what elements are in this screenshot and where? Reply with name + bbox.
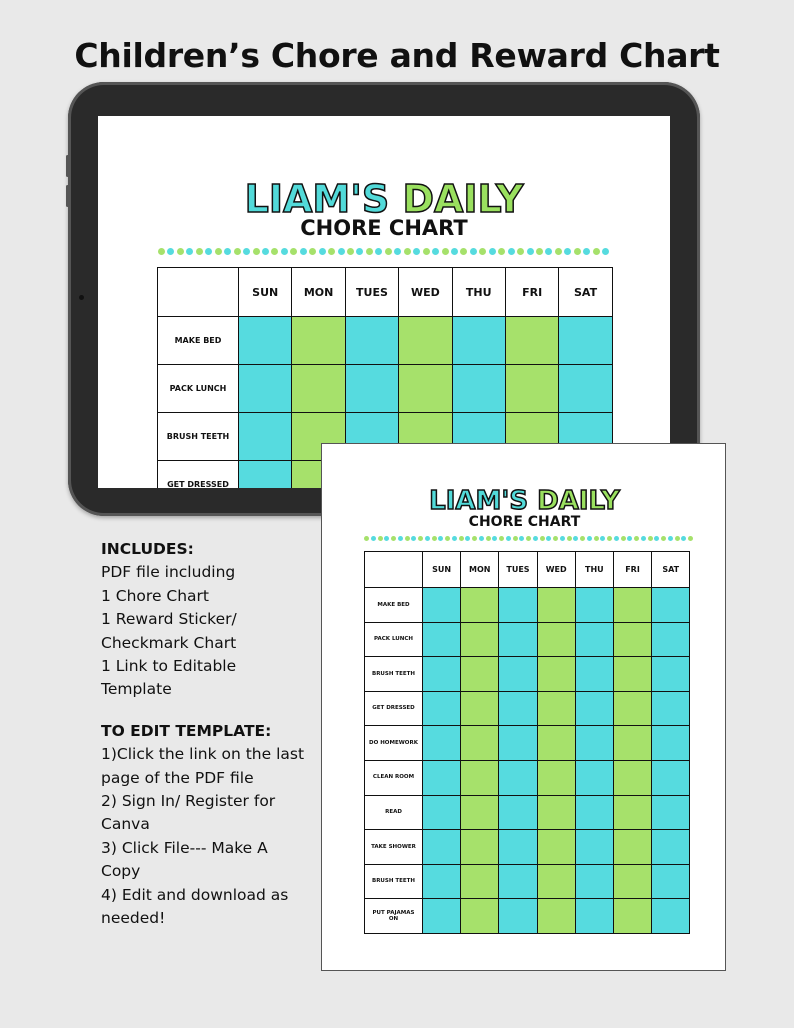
check-cell[interactable]	[537, 760, 575, 795]
chart-subtitle: CHORE CHART	[468, 514, 581, 530]
divider-dot	[574, 248, 581, 255]
check-cell[interactable]	[239, 365, 292, 413]
chore-label: READ	[365, 795, 423, 830]
divider-dot	[394, 248, 401, 255]
check-cell[interactable]	[461, 795, 499, 830]
chore-label: PACK LUNCH	[158, 365, 239, 413]
divider-dot	[533, 536, 538, 541]
check-cell[interactable]	[499, 830, 537, 865]
divider-dot	[432, 536, 437, 541]
day-header: SUN	[239, 268, 292, 317]
check-cell[interactable]	[559, 365, 612, 413]
chore-row	[158, 365, 613, 413]
check-cell[interactable]	[461, 691, 499, 726]
check-cell[interactable]	[613, 830, 651, 865]
divider-dot	[319, 248, 326, 255]
chore-label: BRUSH TEETH	[158, 413, 239, 461]
divider-dot	[540, 536, 545, 541]
divider-dot	[675, 536, 680, 541]
divider-dot	[593, 248, 600, 255]
check-cell[interactable]	[461, 830, 499, 865]
check-cell[interactable]	[559, 317, 612, 365]
divider-dot	[573, 536, 578, 541]
divider-dot	[432, 248, 439, 255]
day-header: SUN	[423, 552, 461, 588]
check-cell[interactable]	[537, 830, 575, 865]
check-cell[interactable]	[239, 413, 292, 461]
camera-dot	[79, 295, 84, 300]
check-cell[interactable]	[452, 365, 505, 413]
divider-dot	[404, 248, 411, 255]
divider-dot	[508, 248, 515, 255]
divider-dot	[460, 248, 467, 255]
check-cell[interactable]	[613, 864, 651, 899]
check-cell[interactable]	[461, 899, 499, 934]
chart-title-name: LIAM'S	[429, 486, 529, 516]
corner-cell	[365, 552, 423, 588]
includes-item: 1 Chore Chart	[101, 586, 210, 605]
divider-dot	[621, 536, 626, 541]
check-cell[interactable]	[239, 461, 292, 489]
chart-heading	[322, 488, 727, 529]
check-cell[interactable]	[499, 795, 537, 830]
check-cell[interactable]	[499, 622, 537, 657]
day-header: TUES	[499, 552, 537, 588]
divider-dot	[356, 248, 363, 255]
chore-label: MAKE BED	[158, 317, 239, 365]
divider-dot	[526, 536, 531, 541]
divider-dot	[465, 536, 470, 541]
check-cell[interactable]	[399, 317, 452, 365]
check-cell[interactable]	[575, 622, 613, 657]
chart-title-daily: DAILY	[537, 486, 620, 516]
check-cell[interactable]	[613, 726, 651, 761]
divider-dot	[564, 248, 571, 255]
check-cell[interactable]	[537, 795, 575, 830]
divider-dot	[614, 536, 619, 541]
check-cell[interactable]	[652, 830, 690, 865]
chore-row	[365, 657, 690, 692]
chore-row	[365, 899, 690, 934]
edit-step: 2) Sign In/ Register for	[101, 792, 276, 811]
check-cell[interactable]	[461, 864, 499, 899]
edit-step: Canva	[101, 815, 150, 834]
divider-dot	[371, 536, 376, 541]
day-header: WED	[399, 268, 452, 317]
divider-dot	[654, 536, 659, 541]
chore-label: GET DRESSED	[158, 461, 239, 489]
divider-dot	[405, 536, 410, 541]
includes-item: 1 Link to Editable	[101, 657, 237, 676]
check-cell[interactable]	[613, 691, 651, 726]
divider-dot	[536, 248, 543, 255]
divider-dot	[271, 248, 278, 255]
check-cell[interactable]	[652, 691, 690, 726]
includes-item: Checkmark Chart	[101, 633, 237, 652]
day-header: SAT	[652, 552, 690, 588]
check-cell[interactable]	[345, 317, 398, 365]
check-cell[interactable]	[423, 899, 461, 934]
check-cell[interactable]	[423, 864, 461, 899]
check-cell[interactable]	[423, 795, 461, 830]
check-cell[interactable]	[423, 726, 461, 761]
divider-dot	[560, 536, 565, 541]
divider-dot	[290, 248, 297, 255]
divider-dot	[648, 536, 653, 541]
divider-dot	[607, 536, 612, 541]
check-cell[interactable]	[499, 691, 537, 726]
tablet-screen	[98, 116, 670, 488]
check-cell[interactable]	[575, 899, 613, 934]
check-cell[interactable]	[292, 365, 345, 413]
divider-dot	[438, 536, 443, 541]
includes-item: PDF file including	[101, 563, 236, 582]
divider-dot	[391, 536, 396, 541]
check-cell[interactable]	[613, 622, 651, 657]
day-header: THU	[575, 552, 613, 588]
divider-dot	[688, 536, 693, 541]
divider-dot	[300, 248, 307, 255]
chore-label: GET DRESSED	[365, 691, 423, 726]
divider-dot	[472, 536, 477, 541]
divider-dot	[661, 536, 666, 541]
divider-dot	[594, 536, 599, 541]
divider-dot	[452, 536, 457, 541]
divider-dot	[600, 536, 605, 541]
day-header: THU	[452, 268, 505, 317]
divider-dot	[338, 248, 345, 255]
check-cell[interactable]	[613, 899, 651, 934]
check-cell[interactable]	[461, 657, 499, 692]
divider-dot	[411, 536, 416, 541]
divider-dot	[459, 536, 464, 541]
check-cell[interactable]	[345, 365, 398, 413]
divider-dot	[602, 248, 609, 255]
page-title: Children’s Chore and Reward Chart	[74, 36, 720, 75]
check-cell[interactable]	[652, 864, 690, 899]
divider-dot	[347, 248, 354, 255]
divider-dot	[479, 536, 484, 541]
divider-dot	[398, 536, 403, 541]
edit-heading: TO EDIT TEMPLATE:	[101, 721, 272, 740]
divider-dot	[587, 536, 592, 541]
edit-step: page of the PDF file	[101, 768, 254, 787]
divider-dot	[196, 248, 203, 255]
includes-heading: INCLUDES:	[101, 540, 194, 558]
day-header: WED	[537, 552, 575, 588]
corner-cell	[158, 268, 239, 317]
divider-dot	[309, 248, 316, 255]
check-cell[interactable]	[537, 588, 575, 623]
check-cell[interactable]	[613, 760, 651, 795]
check-cell[interactable]	[461, 760, 499, 795]
edit-step: 1)Click the link on the last	[101, 745, 305, 764]
edit-step: 3) Click File--- Make A	[101, 838, 268, 857]
divider-dot	[442, 248, 449, 255]
check-cell[interactable]	[499, 726, 537, 761]
check-cell[interactable]	[423, 657, 461, 692]
check-cell[interactable]	[575, 830, 613, 865]
includes-list	[101, 561, 321, 701]
divider-dot	[527, 248, 534, 255]
check-cell[interactable]	[652, 588, 690, 623]
divider-dot	[281, 248, 288, 255]
check-cell[interactable]	[399, 365, 452, 413]
check-cell[interactable]	[652, 795, 690, 830]
divider-dot	[234, 248, 241, 255]
divider-dot	[445, 536, 450, 541]
chart-title-name: LIAM'S	[244, 177, 390, 221]
check-cell[interactable]	[452, 317, 505, 365]
check-cell[interactable]	[423, 588, 461, 623]
chore-label: DO HOMEWORK	[365, 726, 423, 761]
check-cell[interactable]	[575, 691, 613, 726]
check-cell[interactable]	[423, 760, 461, 795]
divider-dot	[158, 248, 165, 255]
header-row	[365, 552, 690, 588]
check-cell[interactable]	[537, 691, 575, 726]
divider-dot	[681, 536, 686, 541]
check-cell[interactable]	[499, 588, 537, 623]
divider-dot	[506, 536, 511, 541]
divider-dot	[205, 248, 212, 255]
check-cell[interactable]	[505, 317, 558, 365]
edit-step: 4) Edit and download as	[101, 885, 289, 904]
divider-dot	[492, 536, 497, 541]
divider-dot	[517, 248, 524, 255]
divider-dot	[177, 248, 184, 255]
divider-dot	[262, 248, 269, 255]
includes-item: Template	[101, 680, 172, 699]
check-cell[interactable]	[575, 726, 613, 761]
divider-dot	[418, 536, 423, 541]
printable-chart-page	[321, 443, 726, 971]
chore-row	[365, 864, 690, 899]
divider-dot	[451, 248, 458, 255]
divider-dot	[567, 536, 572, 541]
check-cell[interactable]	[505, 365, 558, 413]
chore-label: BRUSH TEETH	[365, 657, 423, 692]
chart-heading	[98, 177, 670, 240]
check-cell[interactable]	[423, 830, 461, 865]
divider-dot	[486, 536, 491, 541]
check-cell[interactable]	[423, 691, 461, 726]
chart-title-daily: DAILY	[402, 177, 524, 221]
divider-dot	[366, 248, 373, 255]
check-cell[interactable]	[537, 726, 575, 761]
divider-dot	[385, 248, 392, 255]
check-cell[interactable]	[499, 760, 537, 795]
day-header: MON	[292, 268, 345, 317]
chore-row	[365, 760, 690, 795]
chore-label: BRUSH TEETH	[365, 864, 423, 899]
chart-subtitle: CHORE CHART	[300, 216, 468, 240]
divider-dot	[167, 248, 174, 255]
tablet-side-button	[66, 185, 69, 207]
divider-dot	[479, 248, 486, 255]
divider-dot	[384, 536, 389, 541]
check-cell[interactable]	[239, 317, 292, 365]
check-cell[interactable]	[423, 622, 461, 657]
divider-dot	[425, 536, 430, 541]
divider-dot	[641, 536, 646, 541]
divider-dot	[580, 536, 585, 541]
divider-dot	[546, 536, 551, 541]
divider-dot	[499, 536, 504, 541]
chore-label: TAKE SHOWER	[365, 830, 423, 865]
chore-row	[365, 691, 690, 726]
day-header: SAT	[559, 268, 612, 317]
chore-table	[364, 551, 690, 934]
divider-dot	[328, 248, 335, 255]
divider-dot	[555, 248, 562, 255]
includes-item: 1 Reward Sticker/	[101, 610, 237, 629]
divider-dot	[413, 248, 420, 255]
check-cell[interactable]	[652, 622, 690, 657]
header-row	[158, 268, 613, 317]
chore-label: PACK LUNCH	[365, 622, 423, 657]
divider-dot	[375, 248, 382, 255]
check-cell[interactable]	[461, 622, 499, 657]
check-cell[interactable]	[499, 864, 537, 899]
day-header: FRI	[613, 552, 651, 588]
check-cell[interactable]	[613, 657, 651, 692]
check-cell[interactable]	[461, 588, 499, 623]
check-cell[interactable]	[575, 588, 613, 623]
divider-dot	[498, 248, 505, 255]
divider-dot	[668, 536, 673, 541]
divider-dot	[253, 248, 260, 255]
day-header: MON	[461, 552, 499, 588]
check-cell[interactable]	[575, 760, 613, 795]
chore-row	[365, 588, 690, 623]
check-cell[interactable]	[613, 795, 651, 830]
tablet-side-button	[66, 155, 69, 177]
divider-dot	[423, 248, 430, 255]
check-cell[interactable]	[652, 726, 690, 761]
divider-dot	[545, 248, 552, 255]
chore-label: PUT PAJAMAS ON	[365, 899, 423, 934]
chore-row	[365, 726, 690, 761]
check-cell[interactable]	[499, 657, 537, 692]
day-header: TUES	[345, 268, 398, 317]
check-cell[interactable]	[537, 657, 575, 692]
check-cell[interactable]	[652, 760, 690, 795]
check-cell[interactable]	[613, 588, 651, 623]
divider-dot	[634, 536, 639, 541]
chore-label: MAKE BED	[365, 588, 423, 623]
chore-row	[365, 622, 690, 657]
chore-label: CLEAN ROOM	[365, 760, 423, 795]
divider-dot	[470, 248, 477, 255]
chore-row	[158, 317, 613, 365]
divider-dot	[243, 248, 250, 255]
divider-dot	[489, 248, 496, 255]
edit-step: Copy	[101, 862, 141, 881]
divider-dot	[378, 536, 383, 541]
edit-steps	[101, 743, 321, 930]
chore-row	[365, 830, 690, 865]
chart-title	[322, 488, 727, 514]
check-cell[interactable]	[537, 622, 575, 657]
check-cell[interactable]	[652, 657, 690, 692]
divider-dot	[215, 248, 222, 255]
divider-dot	[627, 536, 632, 541]
check-cell[interactable]	[461, 726, 499, 761]
chart-title	[98, 177, 670, 221]
chore-row	[365, 795, 690, 830]
divider-dot	[513, 536, 518, 541]
divider-dot	[224, 248, 231, 255]
divider-dot	[583, 248, 590, 255]
edit-step: needed!	[101, 909, 166, 928]
product-description	[101, 538, 321, 931]
day-header: FRI	[505, 268, 558, 317]
check-cell[interactable]	[537, 899, 575, 934]
check-cell[interactable]	[537, 864, 575, 899]
check-cell[interactable]	[652, 899, 690, 934]
divider-dot	[519, 536, 524, 541]
check-cell[interactable]	[575, 657, 613, 692]
check-cell[interactable]	[292, 317, 345, 365]
check-cell[interactable]	[575, 864, 613, 899]
divider-dot	[364, 536, 369, 541]
check-cell[interactable]	[499, 899, 537, 934]
divider-dot	[186, 248, 193, 255]
check-cell[interactable]	[575, 795, 613, 830]
divider-dot	[553, 536, 558, 541]
